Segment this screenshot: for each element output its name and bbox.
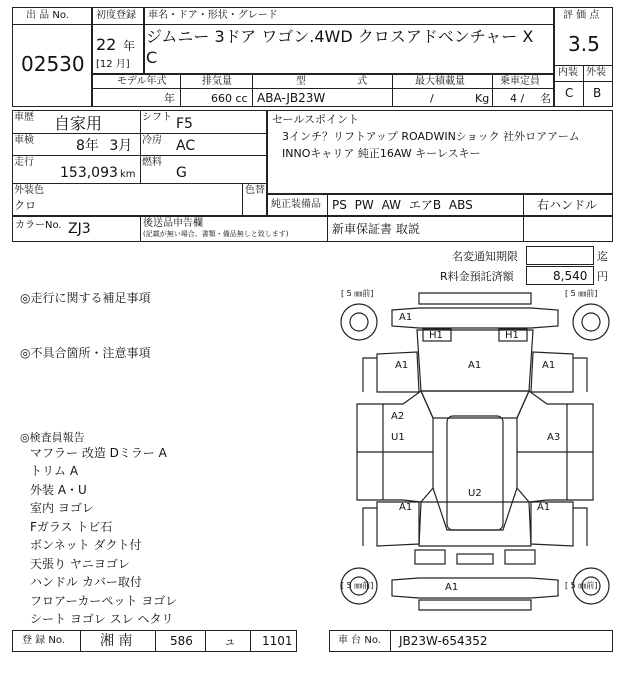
capacity-unit: 名 xyxy=(540,92,551,105)
max-load-unit: Kg xyxy=(475,92,490,105)
warranty: 新車保証書 取説 xyxy=(332,222,420,236)
mark-front-bumper: A1 xyxy=(399,312,413,323)
exterior-color: クロ xyxy=(14,199,36,212)
exterior-grade: B xyxy=(593,86,602,100)
repaint-label: 色替 xyxy=(245,185,265,196)
lot-number-label: 出 品 No. xyxy=(26,10,69,21)
score-label: 評 価 点 xyxy=(563,10,600,21)
car-name: ジムニー 3ドア ワゴン.4WD クロスアドベンチャー X xyxy=(146,27,534,46)
equipment-value: PS PW AW エアB ABS xyxy=(332,198,473,212)
displacement: 660 cc xyxy=(211,92,248,105)
interior-grade: C xyxy=(565,86,574,100)
inspector-line: フロアーカーペット ヨゴレ xyxy=(30,594,178,608)
mark-door-left-upper: A2 xyxy=(391,411,405,422)
inspector-line: ハンドル カバー取付 xyxy=(30,575,142,589)
capacity-label: 乗車定員 xyxy=(500,76,540,87)
driving-remarks-title: ◎走行に関する補足事項 xyxy=(20,291,151,305)
name-change-label: 名変通知期限 xyxy=(452,250,518,263)
displacement-label: 排気量 xyxy=(202,76,232,87)
sales-point-title: セールスポイント xyxy=(272,113,360,126)
mileage: 153,093 xyxy=(60,165,118,181)
model-year-unit: 年 xyxy=(164,92,175,105)
name-change-field xyxy=(526,246,594,265)
mark-door-right: A3 xyxy=(547,432,561,443)
mark-fender-front-left: A1 xyxy=(395,360,409,371)
chassis-number: JB23W-654352 xyxy=(399,634,488,648)
inspection-label: 車検 xyxy=(14,135,34,146)
steering: 右ハンドル xyxy=(537,198,598,212)
inspection-date: 8年 3月 xyxy=(76,138,133,154)
registration-label: 登 録 No. xyxy=(22,635,65,646)
inspector-line: 室内 ヨゴレ xyxy=(30,501,94,515)
fuel-label: 燃料 xyxy=(142,157,162,168)
mark-rear-bumper: A1 xyxy=(445,582,459,593)
ac: AC xyxy=(176,138,196,154)
color-number-label: カラーNo. xyxy=(15,220,62,231)
recycle-label: R料金預託済額 xyxy=(440,270,514,283)
overall-score: 3.5 xyxy=(568,32,600,56)
interior-grade-label: 内装 xyxy=(558,67,578,78)
capacity: 4 / xyxy=(510,92,525,105)
defects-title: ◎不具合箇所・注意事項 xyxy=(20,346,151,360)
mark-rear-fender-right: A1 xyxy=(537,502,551,513)
car-name-grade: C xyxy=(146,48,158,67)
ac-label: 冷房 xyxy=(142,135,162,146)
name-change-unit: 迄 xyxy=(597,250,608,263)
mark-fender-front-right: A1 xyxy=(542,360,556,371)
inspector-line: ボンネット ダクト付 xyxy=(30,538,142,552)
mark-rear-fender-left: A1 xyxy=(399,502,413,513)
fuel: G xyxy=(176,165,187,181)
inspector-report-title: ◎検査員報告 xyxy=(20,431,85,444)
mark-hood: A1 xyxy=(468,360,482,371)
damage-diagram xyxy=(337,288,613,620)
inspector-line: 天張り ヤニヨゴレ xyxy=(30,557,130,571)
max-load-label: 最大積載量 xyxy=(415,76,465,87)
registration-year: 22 xyxy=(96,35,117,54)
tire-depth-front-right: [ 5 ㎜前] xyxy=(565,289,598,298)
registration-class: 586 xyxy=(170,634,193,648)
exterior-grade-label: 外装 xyxy=(586,67,606,78)
inspector-line: Fガラス トビ石 xyxy=(30,520,113,534)
history-label: 車歴 xyxy=(14,112,34,123)
registration-number: 1101 xyxy=(262,634,293,648)
shift-label: シフト xyxy=(142,112,172,123)
registration-month: [12 月] xyxy=(96,59,130,70)
inspector-line: シート ヨゴレ スレ ヘタリ xyxy=(30,612,174,626)
inspector-line: トリム A xyxy=(30,464,79,478)
type-label: 型 式 xyxy=(296,76,368,87)
registration-area: 湘 南 xyxy=(100,633,133,649)
lot-number: 02530 xyxy=(21,52,85,76)
later-docs-label: 後送品申告欄 xyxy=(143,218,203,229)
tire-depth-rear-left: [ 5 ㎜前] xyxy=(341,581,374,590)
mileage-label: 走行 xyxy=(14,157,34,168)
mileage-unit: km xyxy=(120,169,136,180)
first-registration-label: 初度登録 xyxy=(96,10,136,21)
max-load-slash: / xyxy=(430,92,434,105)
equipment-label: 純正装備品 xyxy=(271,199,321,210)
registration-kana: ュ xyxy=(224,634,237,648)
chassis-label: 車 台 No. xyxy=(338,635,381,646)
mark-door-left-lower: U1 xyxy=(391,432,405,443)
recycle-value: 8,540 xyxy=(553,269,588,283)
exterior-color-label: 外装色 xyxy=(14,185,44,196)
car-name-label: 車名・ドア・形状・グレード xyxy=(148,10,278,21)
tire-depth-front-left: [ 5 ㎜前] xyxy=(341,289,374,298)
inspector-line: 外装 A・U xyxy=(30,483,87,497)
sales-point-line1: 3インチ？リフトアップ ROADWINショック 社外ロアアーム xyxy=(282,130,580,143)
shift: F5 xyxy=(176,116,193,132)
inspector-line: マフラー 改造 Dミラー A xyxy=(30,446,167,460)
registration-year-unit: 年 xyxy=(123,39,136,53)
mark-roof: U2 xyxy=(468,488,482,499)
mark-headlight-left: H1 xyxy=(429,330,443,341)
type: ABA-JB23W xyxy=(257,91,326,105)
sales-point-line2: INNOキャリア 純正16AW キーレスキー xyxy=(282,147,481,160)
model-year-label: モデル年式 xyxy=(117,76,167,87)
recycle-unit: 円 xyxy=(597,270,608,283)
later-docs-note: (記載が無い場合、書類・備品無しと致します) xyxy=(143,230,289,238)
history: 自家用 xyxy=(54,114,103,133)
color-number: ZJ3 xyxy=(68,221,91,237)
mark-headlight-right: H1 xyxy=(505,330,519,341)
tire-depth-rear-right: [ 5 ㎜前] xyxy=(565,581,598,590)
